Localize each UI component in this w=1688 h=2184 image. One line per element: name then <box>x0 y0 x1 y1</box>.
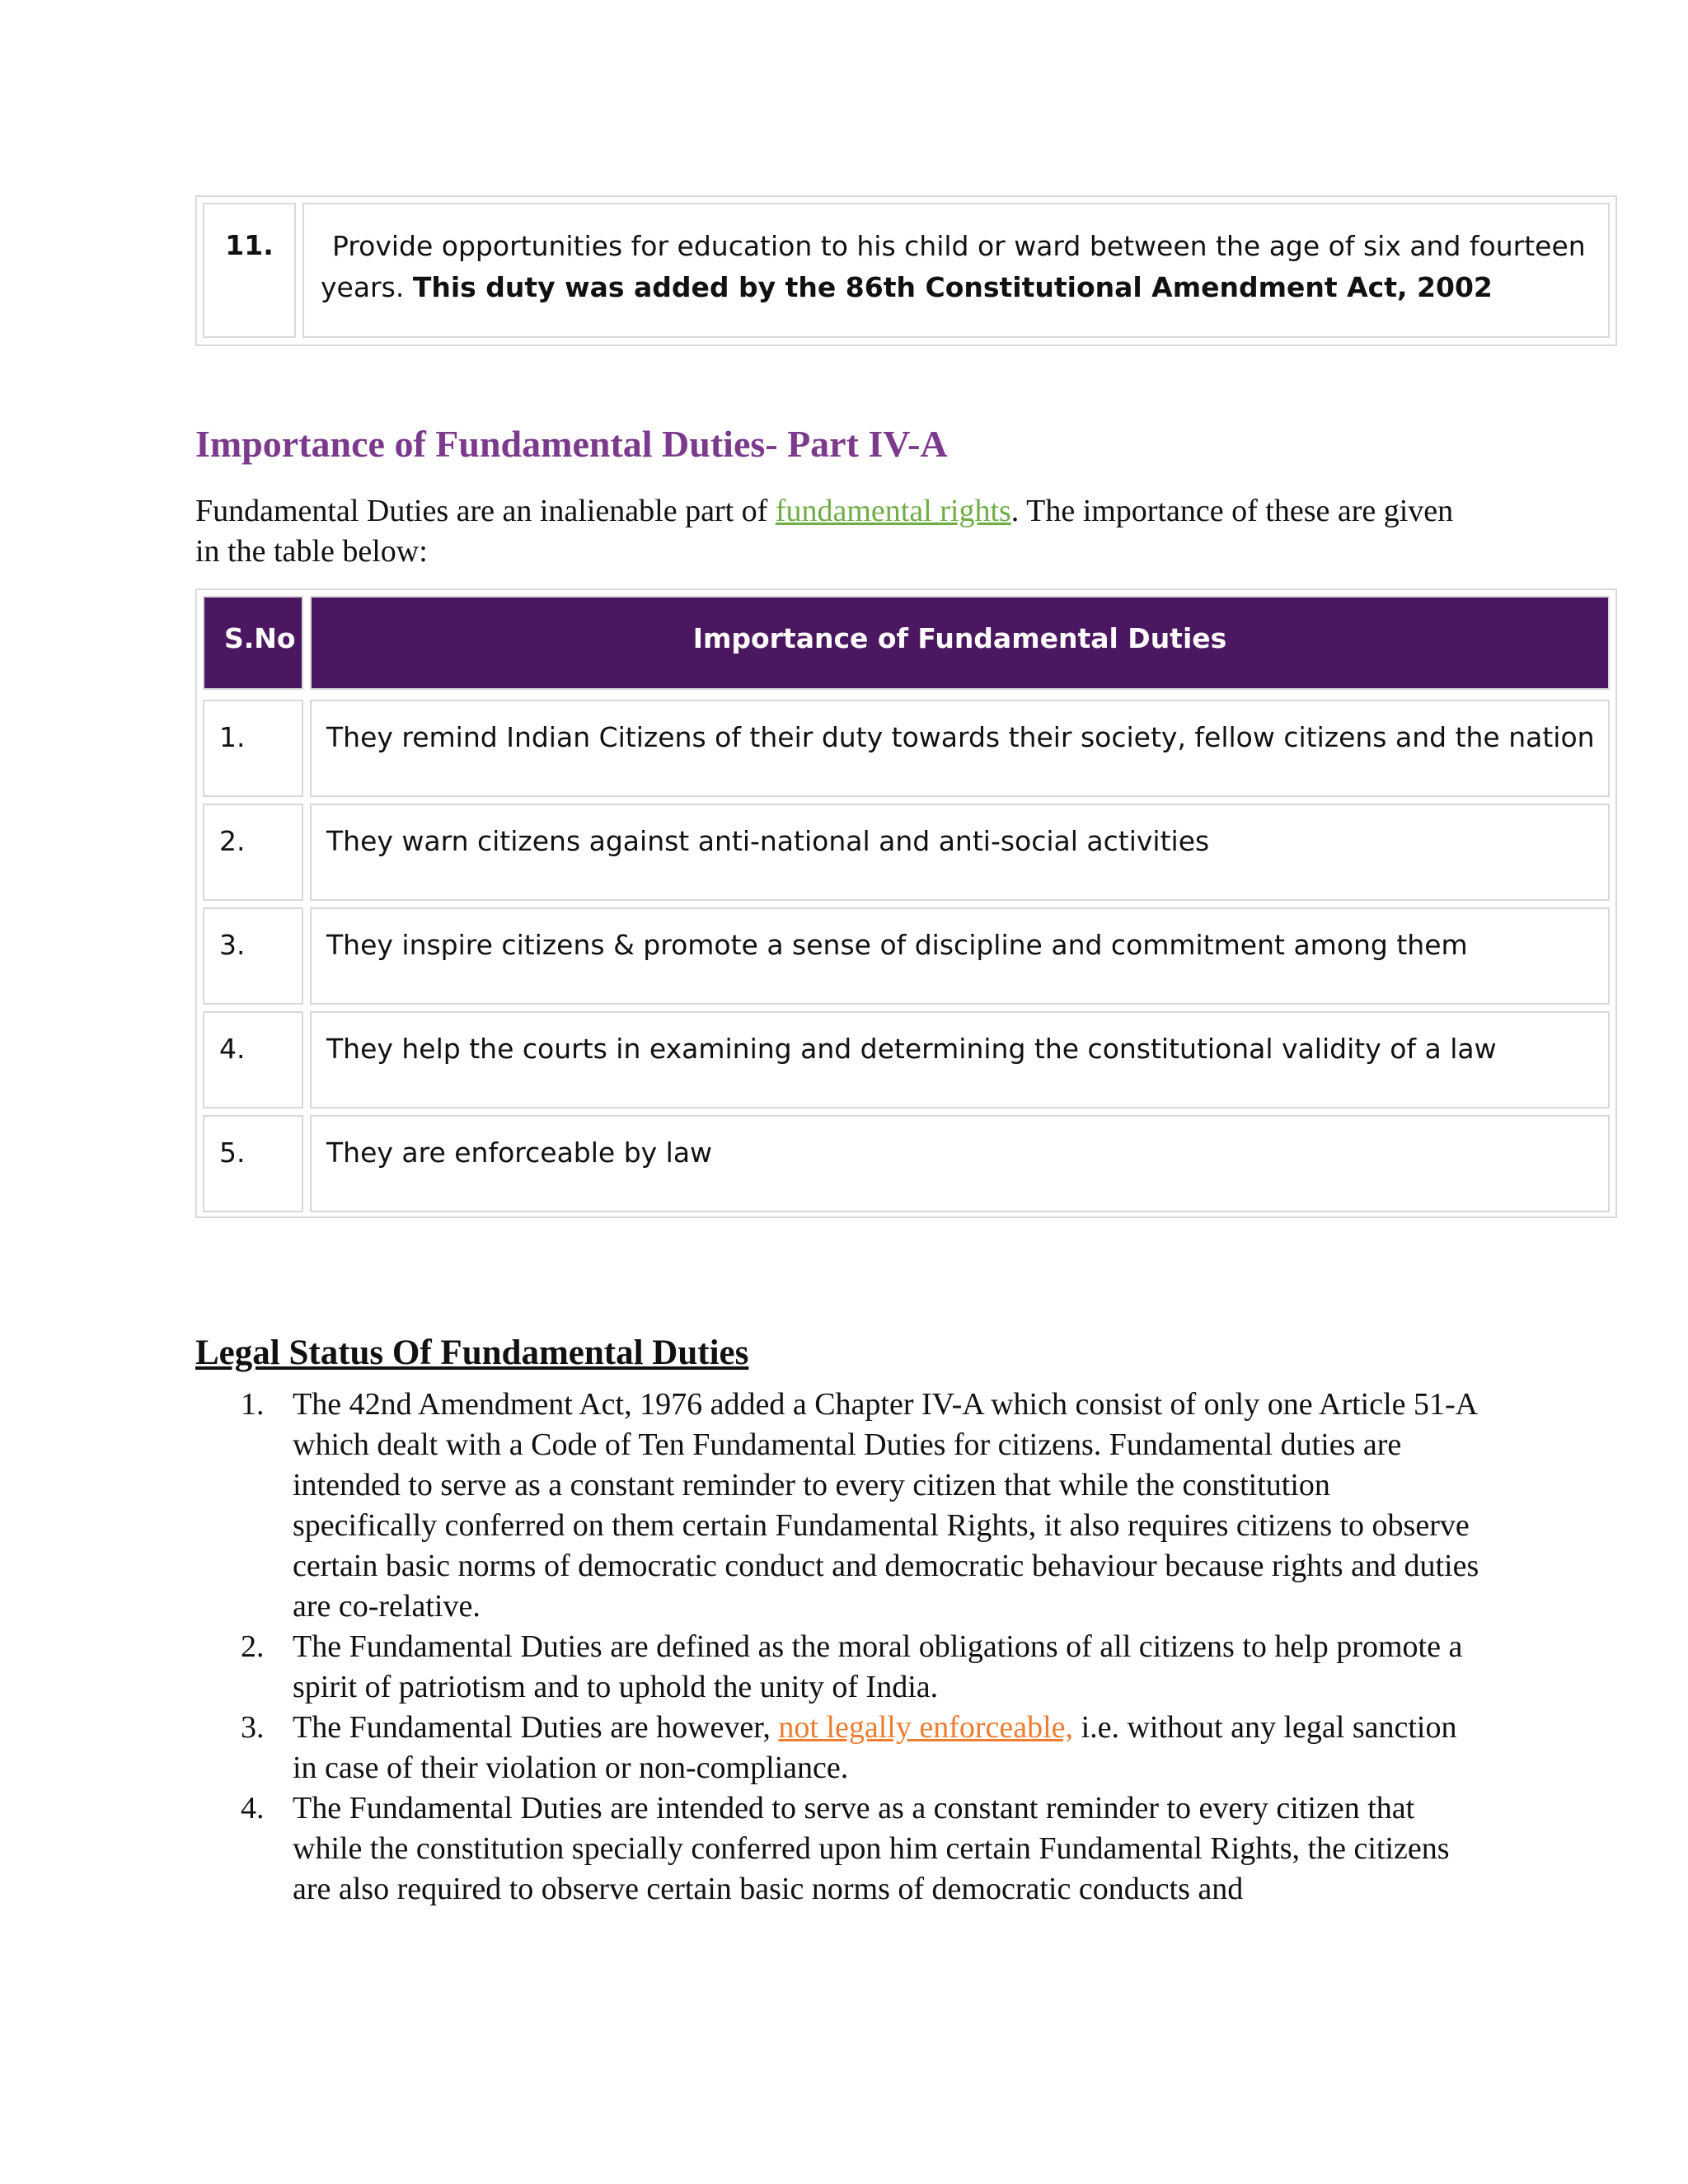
header-sno: S.No <box>224 622 296 654</box>
list-item <box>195 1627 1481 1708</box>
row-text: They are enforceable by law <box>326 1137 713 1169</box>
fundamental-rights-link[interactable]: fundamental rights <box>775 494 1011 528</box>
list-item-text-before: The Fundamental Duties are however, <box>293 1710 771 1745</box>
not-legally-enforceable-link[interactable]: not legally enforceable, <box>778 1710 1074 1745</box>
duty-number-cell <box>203 203 296 338</box>
row-text: They help the courts in examining and determining the constitutional validity of a law <box>326 1033 1497 1065</box>
list-item-text: The 42nd Amendment Act, 1976 added a Chapter IV-A which consist of only one Article 51-A which dealt with a Code of Ten Fundamental Duties for citizens. Fundamental duties are intended to serve as a constant reminder to every citizen that while the constitution specifically conferred on them certain Fundamental Rights, it also requires citizens to observe certain basic norms of democratic conduct and democratic behaviour because rights and duties are co-relative. <box>293 1387 1479 1624</box>
table-row-text-cell <box>310 907 1610 1005</box>
duty-text <box>321 226 1592 308</box>
row-number: 1. <box>219 721 246 753</box>
header-importance: Importance of Fundamental Duties <box>692 622 1227 654</box>
table-row-text-cell <box>310 804 1610 901</box>
intro-text-after: . The importance of these are given in the table below: <box>195 494 1454 569</box>
header-sno-cell <box>203 596 303 690</box>
row-number: 5. <box>219 1137 246 1169</box>
list-item-number: 2. <box>241 1629 265 1664</box>
list-item-text: The Fundamental Duties are defined as the moral obligations of all citizens to help promote a spirit of patriotism and to uphold the unity of India. <box>293 1629 1463 1704</box>
table-row-num-cell <box>203 700 303 797</box>
table-row-num-cell <box>203 907 303 1005</box>
header-importance-cell <box>310 596 1610 690</box>
importance-intro <box>195 491 1481 572</box>
table-row-num-cell <box>203 1115 303 1212</box>
list-item <box>195 1788 1481 1910</box>
legal-status-list <box>195 1385 1481 1910</box>
list-item-number: 3. <box>241 1710 265 1745</box>
list-item <box>195 1385 1481 1627</box>
list-item <box>195 1708 1481 1788</box>
table-row-num-cell <box>203 804 303 901</box>
row-text: They warn citizens against anti-national and anti-social activities <box>326 825 1210 857</box>
row-number: 3. <box>219 929 246 961</box>
duty-number: 11. <box>225 229 274 261</box>
legal-status-heading: Legal Status Of Fundamental Duties <box>195 1333 749 1372</box>
importance-table <box>195 588 1617 1218</box>
duty-text-bold: This duty was added by the 86th Constitutional Amendment Act, 2002 <box>412 271 1493 303</box>
duty-text-line: Provide opportunities for education to his child or ward between the age of six and fourteen <box>332 230 1586 262</box>
duty-text-years: years. <box>321 271 405 303</box>
list-item-number: 4. <box>241 1791 265 1825</box>
list-item-number: 1. <box>241 1387 265 1422</box>
table-row-text-cell <box>310 1115 1610 1212</box>
row-number: 4. <box>219 1033 246 1065</box>
table-row-text-cell <box>310 1011 1610 1108</box>
intro-text-before: Fundamental Duties are an inalienable part of <box>195 494 768 528</box>
duty-11-table <box>195 195 1617 346</box>
row-text: They inspire citizens & promote a sense of discipline and commitment among them <box>326 929 1468 961</box>
row-number: 2. <box>219 825 246 857</box>
table-row-num-cell <box>203 1011 303 1108</box>
duty-text-cell <box>302 203 1610 338</box>
row-text: They remind Indian Citizens of their duty towards their society, fellow citizens and the nation <box>326 721 1595 753</box>
table-row-text-cell <box>310 700 1610 797</box>
list-item-text-after: i.e. without any legal sanction in case of their violation or non-compliance. <box>293 1710 1457 1785</box>
importance-heading: Importance of Fundamental Duties- Part IV-A <box>195 423 948 465</box>
list-item-text: The Fundamental Duties are intended to serve as a constant reminder to every citizen that while the constitution specially conferred upon him certain Fundamental Rights, the citizens are also required to observe certain basic norms of democratic conducts and <box>293 1791 1450 1906</box>
